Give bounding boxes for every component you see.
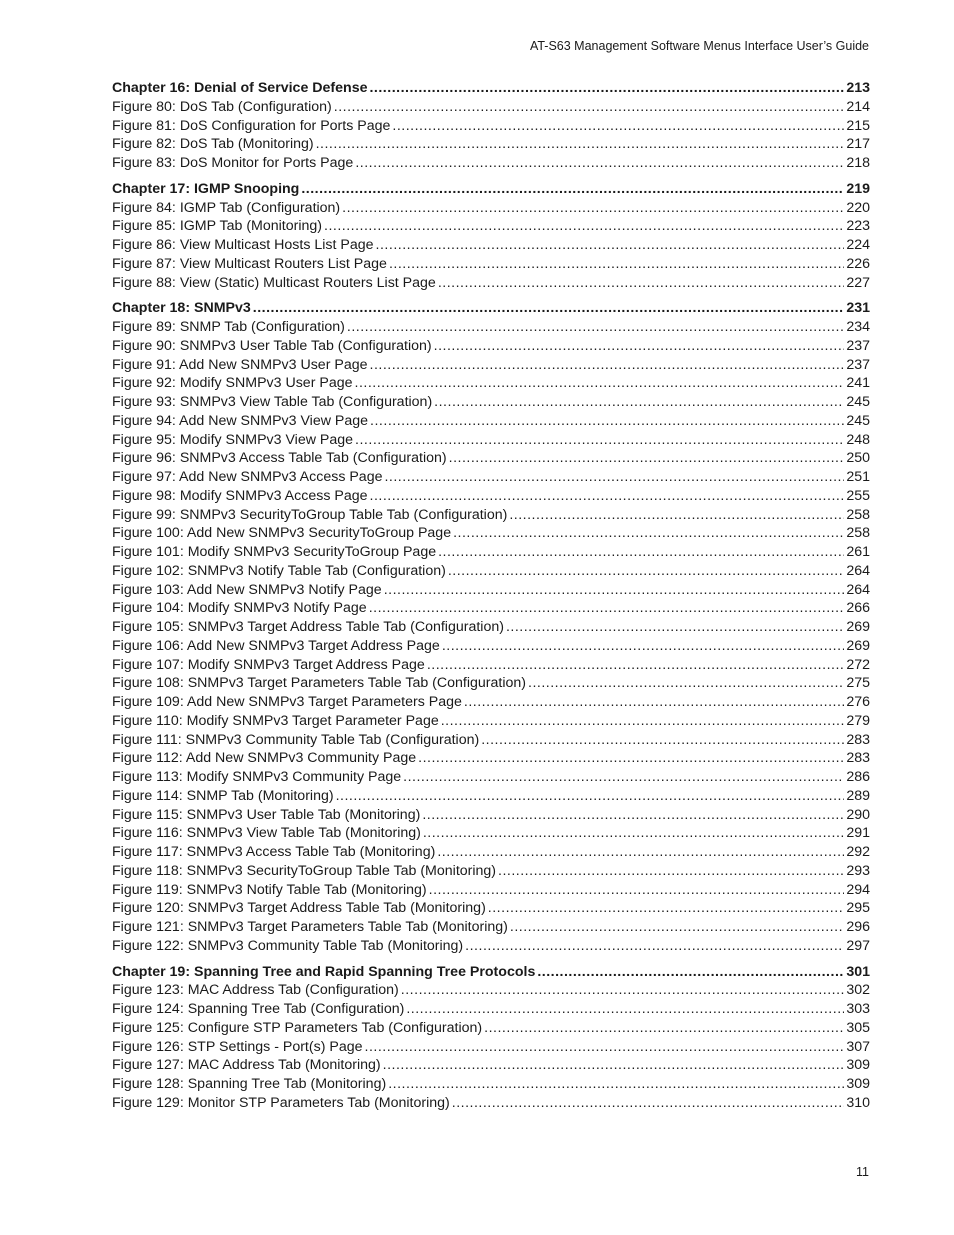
figure-page: 307 bbox=[846, 1038, 870, 1055]
figure-page: 223 bbox=[846, 218, 870, 235]
figure-page: 258 bbox=[846, 525, 870, 542]
dot-leader bbox=[370, 487, 845, 506]
figure-entry[interactable] bbox=[112, 98, 870, 117]
figure-entry[interactable] bbox=[112, 712, 870, 731]
dot-leader bbox=[365, 1038, 845, 1057]
figure-page: 266 bbox=[846, 600, 870, 617]
dot-leader bbox=[376, 236, 845, 255]
dot-leader bbox=[465, 937, 844, 956]
dot-leader bbox=[422, 806, 844, 825]
dot-leader bbox=[370, 412, 844, 431]
dot-leader bbox=[510, 918, 844, 937]
figure-entry[interactable] bbox=[112, 356, 870, 375]
figure-entry[interactable] bbox=[112, 337, 870, 356]
figure-title: Figure 129: Monitor STP Parameters Tab (Monitoring) bbox=[112, 1094, 450, 1111]
figure-entry[interactable] bbox=[112, 543, 870, 562]
figure-page: 264 bbox=[846, 581, 870, 598]
figure-page: 241 bbox=[846, 375, 870, 392]
chapter-page: 231 bbox=[846, 300, 870, 317]
dot-leader bbox=[384, 468, 844, 487]
figure-entry[interactable] bbox=[112, 674, 870, 693]
figure-page: 215 bbox=[846, 117, 870, 134]
figure-title: Figure 108: SNMPv3 Target Parameters Table Tab (Configuration) bbox=[112, 675, 527, 692]
figure-title: Figure 103: Add New SNMPv3 Notify Page bbox=[112, 581, 382, 598]
figure-page: 255 bbox=[846, 487, 870, 504]
dot-leader bbox=[537, 963, 844, 982]
dot-leader bbox=[355, 431, 844, 450]
figure-title: Figure 97: Add New SNMPv3 Access Page bbox=[112, 469, 383, 485]
figure-title: Figure 84: IGMP Tab (Configuration) bbox=[112, 199, 341, 216]
dot-leader bbox=[301, 180, 844, 199]
figure-title: Figure 120: SNMPv3 Target Address Table Tab (Monitoring) bbox=[112, 900, 486, 917]
figure-page: 290 bbox=[846, 806, 870, 823]
dot-leader bbox=[506, 618, 844, 637]
figure-title: Figure 127: MAC Address Tab (Monitoring) bbox=[112, 1057, 381, 1074]
dot-leader bbox=[442, 637, 845, 656]
dot-leader bbox=[441, 712, 845, 731]
figure-entry[interactable] bbox=[112, 117, 870, 136]
figure-title: Figure 98: Modify SNMPv3 Access Page bbox=[112, 487, 368, 504]
dot-leader bbox=[438, 274, 845, 293]
figure-page: 245 bbox=[846, 412, 870, 429]
figure-title: Figure 119: SNMPv3 Notify Table Tab (Monitoring) bbox=[112, 881, 427, 898]
figure-page: 294 bbox=[846, 881, 870, 898]
dot-leader bbox=[438, 543, 844, 562]
figure-entry[interactable] bbox=[112, 1000, 870, 1019]
dot-leader bbox=[369, 79, 844, 98]
figure-entry[interactable] bbox=[112, 135, 870, 154]
dot-leader bbox=[509, 506, 844, 525]
figure-entry[interactable] bbox=[112, 1038, 870, 1057]
figure-title: Figure 104: Modify SNMPv3 Notify Page bbox=[112, 600, 367, 617]
figure-page: 261 bbox=[846, 544, 870, 560]
figure-entry[interactable] bbox=[112, 824, 870, 843]
figure-entry[interactable] bbox=[112, 981, 870, 1000]
figure-page: 250 bbox=[846, 450, 870, 467]
figure-title: Figure 115: SNMPv3 User Table Tab (Monitoring) bbox=[112, 806, 421, 823]
dot-leader bbox=[484, 1019, 844, 1038]
figure-title: Figure 114: SNMP Tab (Monitoring) bbox=[112, 787, 334, 804]
chapter-title: Chapter 19: Spanning Tree and Rapid Spanning Tree Protocols bbox=[112, 963, 536, 980]
figure-entry[interactable] bbox=[112, 449, 870, 468]
figure-title: Figure 123: MAC Address Tab (Configuration) bbox=[112, 982, 399, 999]
figure-page: 303 bbox=[846, 1001, 870, 1017]
figure-entry[interactable] bbox=[112, 843, 870, 862]
figure-entry[interactable] bbox=[112, 217, 870, 236]
figure-title: Figure 116: SNMPv3 View Table Tab (Monitoring) bbox=[112, 825, 421, 842]
page-number: 11 bbox=[856, 1165, 869, 1179]
dot-leader bbox=[342, 199, 844, 218]
figure-page: 245 bbox=[846, 394, 870, 410]
figure-title: Figure 101: Modify SNMPv3 SecurityToGroup Page bbox=[112, 544, 437, 560]
figure-entry[interactable] bbox=[112, 918, 870, 937]
dot-leader bbox=[498, 862, 844, 881]
figure-title: Figure 87: View Multicast Routers List Page bbox=[112, 255, 387, 272]
figure-title: Figure 110: Modify SNMPv3 Target Parameter Page bbox=[112, 712, 439, 729]
dot-leader bbox=[370, 356, 845, 375]
figure-entry[interactable] bbox=[112, 862, 870, 881]
figure-page: 272 bbox=[846, 656, 870, 673]
figure-title: Figure 107: Modify SNMPv3 Target Address Page bbox=[112, 656, 425, 673]
figure-title: Figure 82: DoS Tab (Monitoring) bbox=[112, 136, 314, 153]
figure-page: 279 bbox=[846, 712, 870, 729]
dot-leader bbox=[347, 318, 844, 337]
figure-title: Figure 81: DoS Configuration for Ports Page bbox=[112, 117, 391, 134]
figure-title: Figure 99: SNMPv3 SecurityToGroup Table Tab (Configuration) bbox=[112, 506, 508, 523]
figure-entry[interactable] bbox=[112, 637, 870, 656]
figure-title: Figure 105: SNMPv3 Target Address Table Tab (Configuration) bbox=[112, 619, 504, 635]
dot-leader bbox=[392, 117, 844, 136]
figure-title: Figure 88: View (Static) Multicast Routers List Page bbox=[112, 274, 436, 291]
figure-page: 283 bbox=[846, 750, 870, 767]
figure-entry[interactable] bbox=[112, 881, 870, 900]
figure-entry[interactable] bbox=[112, 255, 870, 274]
figure-page: 291 bbox=[846, 825, 870, 842]
dot-leader bbox=[434, 393, 844, 412]
figure-entry[interactable] bbox=[112, 199, 870, 218]
figure-title: Figure 80: DoS Tab (Configuration) bbox=[112, 98, 332, 115]
figure-title: Figure 118: SNMPv3 SecurityToGroup Table Tab (Monitoring) bbox=[112, 862, 497, 879]
figure-page: 305 bbox=[846, 1019, 870, 1036]
figure-entry[interactable] bbox=[112, 1056, 870, 1075]
dot-leader bbox=[389, 255, 844, 274]
dot-leader bbox=[253, 299, 845, 318]
dot-leader bbox=[355, 154, 844, 173]
chapter-page: 301 bbox=[846, 963, 870, 980]
figure-page: 269 bbox=[846, 619, 870, 635]
figure-page: 214 bbox=[846, 98, 870, 115]
figure-entry[interactable] bbox=[112, 524, 870, 543]
figure-entry[interactable] bbox=[112, 506, 870, 525]
figure-page: 237 bbox=[846, 356, 870, 373]
dot-leader bbox=[427, 656, 845, 675]
figure-page: 218 bbox=[846, 155, 870, 171]
figure-title: Figure 93: SNMPv3 View Table Tab (Configuration) bbox=[112, 394, 433, 410]
dot-leader bbox=[528, 674, 844, 693]
figure-entry[interactable] bbox=[112, 787, 870, 806]
figure-page: 237 bbox=[846, 337, 870, 354]
list-of-figures bbox=[112, 79, 870, 1120]
figure-title: Figure 83: DoS Monitor for Ports Page bbox=[112, 155, 354, 171]
toc-section bbox=[112, 963, 870, 1113]
figure-entry[interactable] bbox=[112, 937, 870, 956]
figure-title: Figure 126: STP Settings - Port(s) Page bbox=[112, 1038, 363, 1055]
chapter-entry[interactable] bbox=[112, 299, 870, 318]
figure-page: 309 bbox=[846, 1057, 870, 1074]
dot-leader bbox=[316, 135, 845, 154]
figure-title: Figure 125: Configure STP Parameters Tab (Configuration) bbox=[112, 1019, 483, 1036]
figure-entry[interactable] bbox=[112, 318, 870, 337]
figure-title: Figure 128: Spanning Tree Tab (Monitoring) bbox=[112, 1076, 387, 1092]
figure-title: Figure 113: Modify SNMPv3 Community Page bbox=[112, 769, 402, 785]
dot-leader bbox=[324, 217, 844, 236]
figure-entry[interactable] bbox=[112, 806, 870, 825]
figure-title: Figure 86: View Multicast Hosts List Page bbox=[112, 237, 374, 253]
dot-leader bbox=[336, 787, 845, 806]
figure-page: 309 bbox=[846, 1076, 870, 1092]
figure-title: Figure 85: IGMP Tab (Monitoring) bbox=[112, 218, 323, 235]
figure-page: 248 bbox=[846, 431, 870, 448]
figure-title: Figure 122: SNMPv3 Community Table Tab (Monitoring) bbox=[112, 937, 464, 954]
dot-leader bbox=[464, 693, 844, 712]
figure-entry[interactable] bbox=[112, 1019, 870, 1038]
dot-leader bbox=[334, 98, 845, 117]
figure-page: 258 bbox=[846, 506, 870, 523]
dot-leader bbox=[406, 1000, 844, 1019]
figure-entry[interactable] bbox=[112, 768, 870, 787]
figure-entry[interactable] bbox=[112, 693, 870, 712]
figure-title: Figure 109: Add New SNMPv3 Target Parameters Page bbox=[112, 694, 462, 710]
chapter-page: 219 bbox=[846, 180, 870, 197]
figure-page: 289 bbox=[846, 787, 870, 804]
chapter-entry[interactable] bbox=[112, 180, 870, 199]
dot-leader bbox=[383, 1056, 845, 1075]
figure-title: Figure 112: Add New SNMPv3 Community Page bbox=[112, 750, 417, 767]
figure-title: Figure 94: Add New SNMPv3 View Page bbox=[112, 412, 369, 429]
figure-entry[interactable] bbox=[112, 374, 870, 393]
figure-title: Figure 106: Add New SNMPv3 Target Address Page bbox=[112, 637, 440, 654]
figure-entry[interactable] bbox=[112, 468, 870, 487]
figure-title: Figure 90: SNMPv3 User Table Tab (Configuration) bbox=[112, 337, 432, 354]
figure-title: Figure 89: SNMP Tab (Configuration) bbox=[112, 319, 345, 335]
figure-entry[interactable] bbox=[112, 236, 870, 255]
figure-page: 220 bbox=[846, 199, 870, 216]
dot-leader bbox=[449, 449, 845, 468]
dot-leader bbox=[452, 1094, 845, 1113]
figure-entry[interactable] bbox=[112, 393, 870, 412]
dot-leader bbox=[384, 581, 845, 600]
dot-leader bbox=[434, 337, 845, 356]
chapter-entry[interactable] bbox=[112, 79, 870, 98]
figure-entry[interactable] bbox=[112, 899, 870, 918]
figure-title: Figure 121: SNMPv3 Target Parameters Table Tab (Monitoring) bbox=[112, 919, 508, 935]
figure-entry[interactable] bbox=[112, 581, 870, 600]
figure-title: Figure 91: Add New SNMPv3 User Page bbox=[112, 356, 368, 373]
chapter-title: Chapter 17: IGMP Snooping bbox=[112, 180, 300, 197]
figure-entry[interactable] bbox=[112, 599, 870, 618]
figure-page: 227 bbox=[846, 274, 870, 291]
running-header: AT-S63 Management Software Menus Interface User’s Guide bbox=[529, 39, 869, 53]
figure-page: 302 bbox=[846, 982, 870, 999]
figure-title: Figure 117: SNMPv3 Access Table Tab (Monitoring) bbox=[112, 844, 436, 860]
figure-entry[interactable] bbox=[112, 412, 870, 431]
dot-leader bbox=[488, 899, 845, 918]
figure-title: Figure 111: SNMPv3 Community Table Tab (Configuration) bbox=[112, 731, 480, 748]
figure-title: Figure 102: SNMPv3 Notify Table Tab (Configuration) bbox=[112, 562, 446, 579]
figure-entry[interactable] bbox=[112, 656, 870, 675]
dot-leader bbox=[401, 981, 845, 1000]
dot-leader bbox=[437, 843, 844, 862]
dot-leader bbox=[418, 749, 844, 768]
figure-entry[interactable] bbox=[112, 431, 870, 450]
figure-entry[interactable] bbox=[112, 618, 870, 637]
figure-page: 269 bbox=[846, 637, 870, 654]
chapter-title: Chapter 18: SNMPv3 bbox=[112, 300, 251, 317]
dot-leader bbox=[403, 768, 844, 787]
figure-title: Figure 124: Spanning Tree Tab (Configuration) bbox=[112, 1001, 405, 1017]
chapter-page: 213 bbox=[846, 80, 870, 96]
figure-title: Figure 96: SNMPv3 Access Table Tab (Configuration) bbox=[112, 450, 447, 467]
figure-page: 234 bbox=[846, 319, 870, 335]
dot-leader bbox=[369, 599, 845, 618]
figure-entry[interactable] bbox=[112, 749, 870, 768]
toc-section bbox=[112, 299, 870, 955]
figure-page: 293 bbox=[846, 862, 870, 879]
figure-entry[interactable] bbox=[112, 1094, 870, 1113]
figure-entry[interactable] bbox=[112, 154, 870, 173]
figure-entry[interactable] bbox=[112, 487, 870, 506]
dot-leader bbox=[453, 524, 844, 543]
figure-title: Figure 95: Modify SNMPv3 View Page bbox=[112, 431, 354, 448]
figure-entry[interactable] bbox=[112, 1075, 870, 1094]
dot-leader bbox=[448, 562, 844, 581]
dot-leader bbox=[423, 824, 844, 843]
figure-page: 283 bbox=[846, 731, 870, 748]
figure-page: 295 bbox=[846, 900, 870, 917]
chapter-title: Chapter 16: Denial of Service Defense bbox=[112, 80, 368, 96]
figure-page: 264 bbox=[846, 562, 870, 579]
figure-entry[interactable] bbox=[112, 731, 870, 750]
figure-page: 286 bbox=[846, 769, 870, 785]
figure-page: 217 bbox=[846, 136, 870, 153]
toc-section bbox=[112, 79, 870, 173]
figure-page: 310 bbox=[846, 1094, 870, 1111]
figure-page: 251 bbox=[846, 469, 870, 485]
figure-page: 296 bbox=[846, 919, 870, 935]
dot-leader bbox=[481, 731, 844, 750]
figure-title: Figure 92: Modify SNMPv3 User Page bbox=[112, 375, 353, 392]
toc-section bbox=[112, 180, 870, 293]
figure-page: 297 bbox=[846, 937, 870, 954]
chapter-entry[interactable] bbox=[112, 963, 870, 982]
figure-page: 276 bbox=[846, 694, 870, 710]
dot-leader bbox=[355, 374, 845, 393]
figure-title: Figure 100: Add New SNMPv3 SecurityToGroup Page bbox=[112, 525, 452, 542]
figure-page: 292 bbox=[846, 844, 870, 860]
figure-entry[interactable] bbox=[112, 562, 870, 581]
figure-entry[interactable] bbox=[112, 274, 870, 293]
figure-page: 224 bbox=[846, 237, 870, 253]
dot-leader bbox=[388, 1075, 844, 1094]
figure-page: 275 bbox=[846, 675, 870, 692]
figure-page: 226 bbox=[846, 255, 870, 272]
dot-leader bbox=[429, 881, 845, 900]
